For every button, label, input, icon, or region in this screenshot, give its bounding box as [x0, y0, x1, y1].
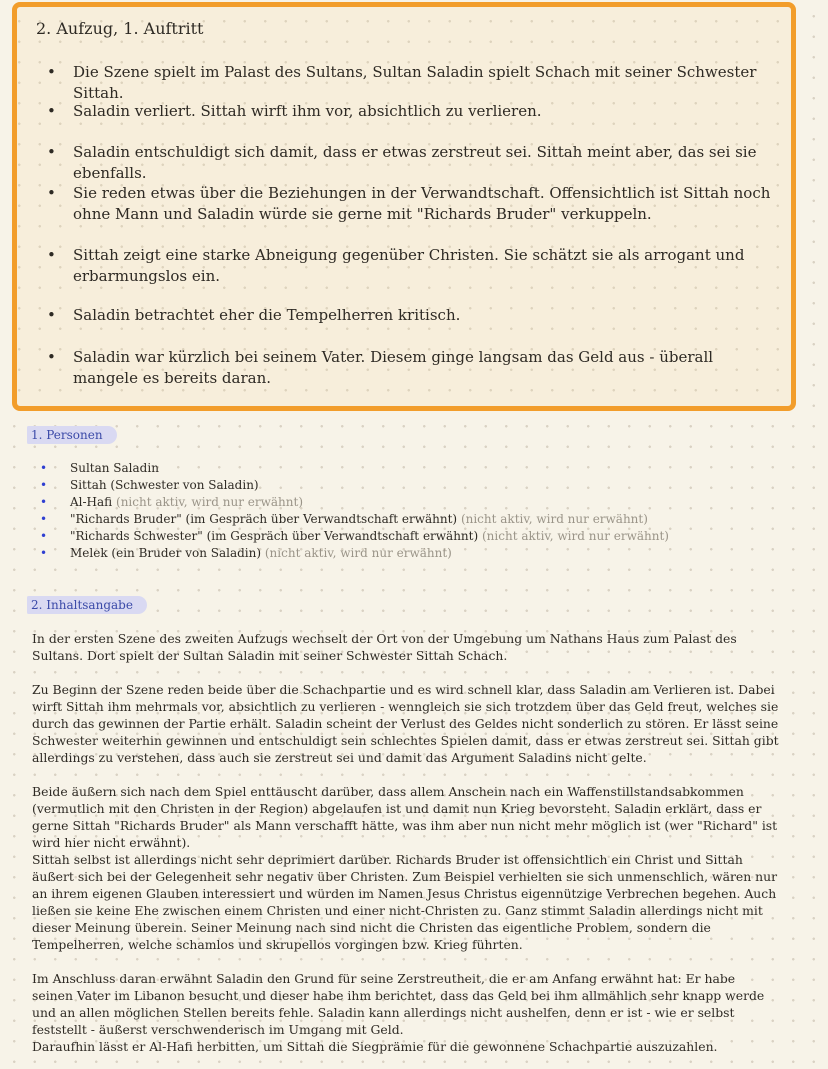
summary-paragraph: Sittah selbst ist allerdings nicht sehr deprimiert darüber. Richards Bruder ist offensichtlich ein Christ und Sittah äußert sich bei der Gelegenheit sehr negativ über Christen. Zum Beispiel verhielten sie sich unmenschlich, wären nur an ihrem eigenen Glauben interessiert und würden im Namen Jesus Christus eigennützige Verbrechen begehen. Auch ließen sie keine Ehe zwischen einem Christen und einer nicht-Christen zu. Ganz stimmt Saladin allerdings nicht mit dieser Meinung überein. Seiner Meinung nach sind nicht die Christen das eigentliche Problem, sondern die Tempelherren, welche schamlos und skrupellos vorgingen bzw. Krieg führten.: [32, 852, 778, 952]
person-item: [40, 528, 669, 545]
person-item: [40, 477, 669, 494]
scene-bullet: • Saladin war kürzlich bei seinem Vater. Diesem ginge langsam das Geld aus - überall mangele es bereits daran.: [73, 347, 773, 389]
scene-bullet: • Sie reden etwas über die Beziehungen in der Verwandtschaft. Offensichtlich ist Sittah noch ohne Mann und Saladin würde sie gerne mit "Richards Bruder" verkuppeln.: [73, 183, 773, 225]
person-name: Sultan Saladin: [70, 461, 159, 475]
summary-paragraph: Beide äußern sich nach dem Spiel enttäuscht darüber, dass allem Anschein nach ein Waffenstillstandsabkommen (vermutlich mit den Christen in der Region) abgelaufen ist und damit nun Krieg bevorsteht. Saladin erklärt, dass er gerne Sittah "Richards Bruder" als Mann verschafft hätte, was ihm aber nun nicht mehr möglich ist (wer "Richard" ist wird hier nicht erwähnt).: [32, 784, 778, 850]
person-name: Al-Hafi: [70, 495, 113, 509]
person-item: [40, 460, 669, 477]
person-name: Melek (ein Bruder von Saladin): [70, 546, 262, 560]
person-item: [40, 511, 669, 528]
person-name: Sittah (Schwester von Saladin): [70, 478, 259, 492]
summary-paragraph: In der ersten Szene des zweiten Aufzugs wechselt der Ort von der Umgebung um Nathans Haus zum Palast des Sultans. Dort spielt der Sultan Saladin mit seiner Schwester Sittah Schach.: [32, 631, 737, 663]
person-note: (nicht aktiv, wird nur erwähnt): [116, 495, 303, 509]
summary-paragraph: Zu Beginn der Szene reden beide über die Schachpartie und es wird schnell klar, dass Saladin am Verlieren ist. Dabei wirft Sittah ihm mehrmals vor, absichtlich zu verlieren - wenngleich sie sich trotzdem über das Geld freut, welches sie durch das gewinnen der Partie erhält. Saladin scheint der Verlust des Geldes nicht sonderlich zu stören. Er lässt seine Schwester weiterhin gewinnen und entschuldigt sein schlechtes Spielen damit, dass er etwas zerstreut sei. Sittah gibt allerdings zu verstehen, dass auch sie zerstreut sei und damit das Argument Saladins nicht gelte.: [32, 682, 779, 765]
person-item: [40, 545, 669, 562]
scene-card: [12, 2, 796, 411]
persons-list: [40, 460, 669, 562]
summary-paragraph: Daraufhin lässt er Al-Hafi herbitten, um Sittah die Siegprämie für die gewonnene Schachpartie auszuzahlen.: [32, 1039, 718, 1054]
person-name: "Richards Schwester" (im Gespräch über Verwandtschaft erwähnt): [70, 529, 479, 543]
person-note: (nicht aktiv, wird nur erwähnt): [264, 546, 452, 560]
person-note: (nicht aktiv, wird nur erwähnt): [482, 529, 669, 543]
scene-bullet: • Die Szene spielt im Palast des Sultans, Sultan Saladin spielt Schach mit seiner Schwester Sittah.: [73, 62, 773, 104]
scene-bullet: • Saladin betrachtet eher die Tempelherren kritisch.: [73, 305, 773, 326]
person-item: [40, 494, 669, 511]
person-name: "Richards Bruder" (im Gespräch über Verwandtschaft erwähnt): [70, 512, 458, 526]
scene-bullet: • Sittah zeigt eine starke Abneigung gegenüber Christen. Sie schätzt sie als arrogant und erbarmungslos ein.: [73, 245, 773, 287]
scene-bullet: • Saladin entschuldigt sich damit, dass er etwas zerstreut sei. Sittah meint aber, das sei sie ebenfalls.: [73, 142, 773, 184]
summary-paragraph: Im Anschluss daran erwähnt Saladin den Grund für seine Zerstreutheit, die er am Anfang erwähnt hat: Er habe seinen Vater im Libanon besucht und dieser habe ihm berichtet, dass das Geld bei ihm allmählich sehr knapp werde und an allen möglichen Stellen bereits fehle. Saladin kann allerdings nicht aushelfen, denn er ist - wie er selbst feststellt - äußerst verschwenderisch im Umgang mit Geld.: [32, 971, 765, 1037]
scene-bullet: • Saladin verliert. Sittah wirft ihm vor, absichtlich zu verlieren.: [73, 101, 773, 122]
card-title: 2. Aufzug, 1. Auftritt: [36, 19, 204, 38]
persons-heading: 1. Personen: [27, 426, 117, 444]
person-note: (nicht aktiv, wird nur erwähnt): [460, 512, 648, 526]
summary-heading: 2. Inhaltsangabe: [27, 596, 147, 614]
